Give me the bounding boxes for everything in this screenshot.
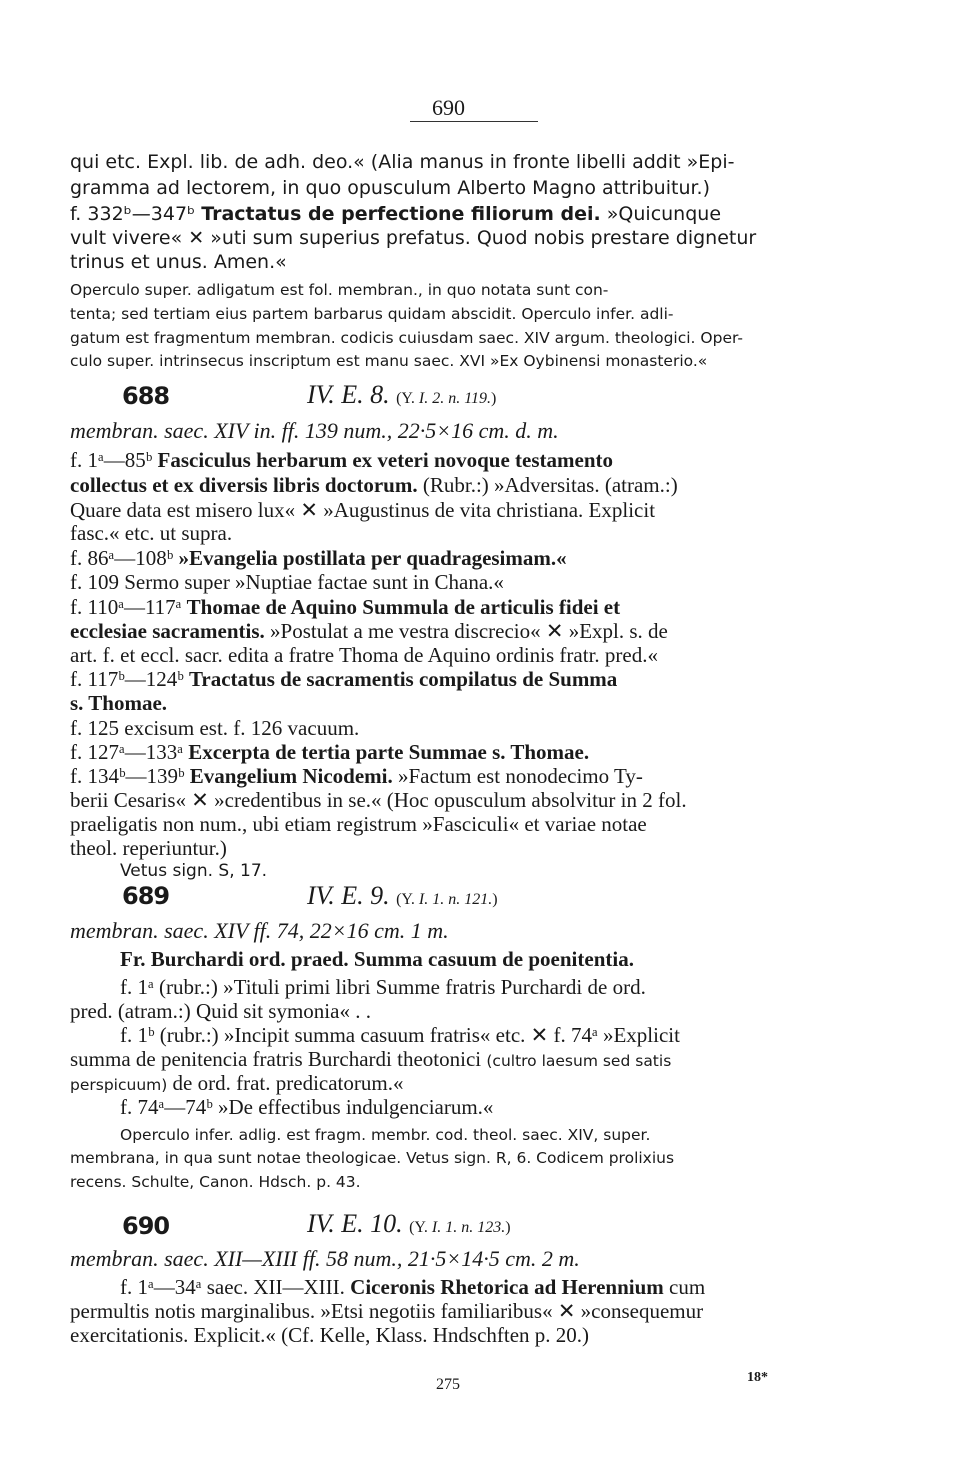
note-line: culo super. intrinsecus inscriptum est manu saec. XVI »Ex Oybinensi monasterio.« bbox=[70, 352, 708, 370]
text-line: trinus et unus. Amen.« bbox=[70, 251, 287, 273]
text-line: f. 134ᵇ—139ᵇ Evangelium Nicodemi. »Factum est nonodecimo Ty- bbox=[70, 764, 643, 788]
shelfmark: IV. E. 10. (Y. I. 1. n. 123.) bbox=[307, 1209, 511, 1238]
text-line: f. 332ᵇ—347ᵇ Tractatus de perfectione filiorum dei. »Quicunque bbox=[70, 203, 722, 225]
text-line: s. Thomae. bbox=[70, 691, 168, 715]
text-line: collectus et ex diversis libris doctorum. (Rubr.:) »Adversitas. (atram.:) bbox=[70, 473, 678, 497]
note-line: recens. Schulte, Canon. Hdsch. p. 43. bbox=[70, 1173, 361, 1191]
text-line: f. 74ᵃ—74ᵇ »De effectibus indulgenciarum.« bbox=[120, 1095, 494, 1119]
codex-description: membran. saec. XIV ff. 74, 22×16 cm. 1 m. bbox=[70, 918, 449, 943]
printer-signature: 18* bbox=[747, 1370, 768, 1385]
text-line: f. 109 Sermo super »Nuptiae factae sunt in Chana.« bbox=[70, 570, 504, 594]
text-line: fasc.« etc. ut supra. bbox=[70, 521, 233, 545]
text-line: f. 1ᵃ—34ᵃ saec. XII—XIII. Ciceronis Rhetorica ad Herennium cum bbox=[120, 1275, 706, 1299]
text-line: ecclesiae sacramentis. »Postulat a me vestra discrecio« ✕ »Expl. s. de bbox=[70, 619, 668, 643]
header-rule bbox=[410, 121, 538, 122]
text-line: f. 127ᵃ—133ᵃ Excerpta de tertia parte Summae s. Thomae. bbox=[70, 740, 590, 764]
entry-number: 688 bbox=[122, 382, 170, 410]
note-line: tenta; sed tertiam eius partem barbarus quidam abscidit. Operculo infer. adli- bbox=[70, 305, 674, 323]
text-line: pred. (atram.:) Quid sit symonia« . . bbox=[70, 999, 371, 1023]
text-line: f. 117ᵇ—124ᵇ Tractatus de sacramentis compilatus de Summa bbox=[70, 667, 618, 691]
note-line: Operculo infer. adlig. est fragm. membr. cod. theol. saec. XIV, super. bbox=[120, 1126, 651, 1144]
text-line: vult vivere« ✕ »uti sum superius prefatus. Quod nobis prestare dignetur bbox=[70, 227, 757, 249]
text-line: permultis notis marginalibus. »Etsi negotiis familiaribus« ✕ »consequemur bbox=[70, 1299, 704, 1323]
entry-number: 689 bbox=[122, 882, 170, 910]
note-line: gatum est fragmentum membran. codicis cuiusdam saec. XIV argum. theologici. Oper- bbox=[70, 329, 743, 347]
text-line: summa de penitencia fratris Burchardi theotonici (cultro laesum sed satis bbox=[70, 1047, 672, 1071]
folio-number: 275 bbox=[436, 1376, 460, 1393]
text-line: gramma ad lectorem, in quo opusculum Alberto Magno attribuitur.) bbox=[70, 177, 711, 199]
text-line: perspicuum) de ord. frat. predicatorum.« bbox=[70, 1071, 404, 1095]
text-line: Quare data est misero lux« ✕ »Augustinus de vita christiana. Explicit bbox=[70, 498, 656, 522]
text-line: berii Cesaris« ✕ »credentibus in se.« (Hoc opusculum absolvitur in 2 fol. bbox=[70, 788, 687, 812]
text-line: f. 125 excisum est. f. 126 vacuum. bbox=[70, 716, 360, 740]
text-line: exercitationis. Explicit.« (Cf. Kelle, Klass. Hndschften p. 20.) bbox=[70, 1323, 590, 1347]
text-line: art. f. et eccl. sacr. edita a fratre Thoma de Aquino ordinis fratr. pred.« bbox=[70, 643, 658, 667]
text-line: f. 1ᵇ (rubr.:) »Incipit summa casuum fratris« etc. ✕ f. 74ᵃ »Explicit bbox=[120, 1023, 680, 1047]
text-line: f. 1ᵃ (rubr.:) »Tituli primi libri Summe fratris Purchardi de ord. bbox=[120, 975, 646, 999]
note-line: Operculo super. adligatum est fol. membran., in quo notata sunt con- bbox=[70, 281, 609, 299]
page-number: 690 bbox=[432, 95, 465, 120]
codex-description: membran. saec. XIV in. ff. 139 num., 22·5×16 cm. d. m. bbox=[70, 418, 559, 443]
work-title: Fr. Burchardi ord. praed. Summa casuum de poenitentia. bbox=[120, 947, 634, 971]
text-line: qui etc. Expl. lib. de adh. deo.« (Alia manus in fronte libelli addit »Epi- bbox=[70, 151, 735, 173]
text-line: praeligatis non num., ubi etiam registrum »Fasciculi« et variae notae bbox=[70, 812, 647, 836]
old-signature: Vetus sign. S, 17. bbox=[120, 861, 268, 881]
text-line: theol. reperiuntur.) bbox=[70, 836, 227, 860]
shelfmark: IV. E. 9. (Y. I. 1. n. 121.) bbox=[307, 881, 498, 910]
text-line: f. 110ᵃ—117ᵃ Thomae de Aquino Summula de articulis fidei et bbox=[70, 595, 621, 619]
note-line: membrana, in qua sunt notae theologicae. Vetus sign. R, 6. Codicem prolixius bbox=[70, 1149, 675, 1167]
text-line: f. 1ᵃ—85ᵇ Fasciculus herbarum ex veteri novoque testamento bbox=[70, 448, 614, 472]
shelfmark: IV. E. 8. (Y. I. 2. n. 119.) bbox=[307, 380, 497, 409]
text-line: f. 86ᵃ—108ᵇ »Evangelia postillata per quadragesimam.« bbox=[70, 546, 567, 570]
entry-number: 690 bbox=[122, 1212, 170, 1240]
codex-description: membran. saec. XII—XIII ff. 58 num., 21·5×14·5 cm. 2 m. bbox=[70, 1246, 580, 1271]
